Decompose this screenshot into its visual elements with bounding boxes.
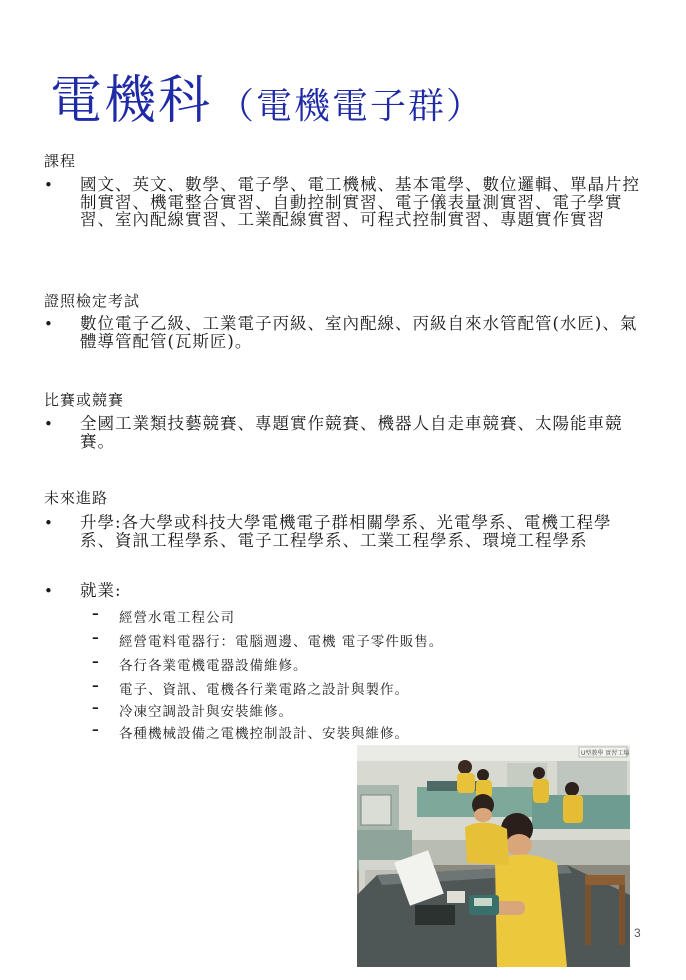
competitions-bullet-item bbox=[44, 415, 654, 450]
workshop-photo bbox=[357, 745, 630, 967]
dash-icon: – bbox=[92, 654, 100, 670]
page-number: 3 bbox=[634, 926, 641, 940]
courses-bullet-item bbox=[44, 176, 654, 229]
employment-item-text: 經營電料電器行：電腦週邊、電機 電子零件販售。 bbox=[119, 634, 444, 650]
dash-icon: – bbox=[92, 722, 100, 738]
employment-item-text: 各種機械設備之電機控制設計、安裝與維修。 bbox=[119, 726, 409, 742]
dash-icon: – bbox=[92, 630, 100, 646]
title-main: 電機科 bbox=[50, 71, 213, 131]
dash-icon: – bbox=[92, 606, 100, 622]
employment-item bbox=[92, 654, 308, 674]
dash-icon: – bbox=[92, 700, 100, 716]
courses-text: 國文、英文、數學、電子學、電工機械、基本電學、數位邏輯、單晶片控制實習、機電整合實習、自動控制實習、電子儀表量測實習、電子學實習、室內配線實習、工業配線實習、可程式控制實習、專題實作實習 bbox=[80, 175, 640, 229]
employment-item bbox=[92, 722, 409, 742]
employment-item-text: 電子、資訊、電機各行業電路之設計與製作。 bbox=[119, 682, 409, 698]
bullet-icon: • bbox=[44, 415, 53, 433]
title-subtitle: （電機電子群） bbox=[218, 86, 485, 127]
certificates-text: 數位電子乙級、工業電子丙級、室內配線、丙級自來水管配管(水匠)、氣體導管配管(瓦斯匠)。 bbox=[80, 314, 638, 351]
bullet-icon: • bbox=[44, 315, 53, 333]
workshop-photo-illustration bbox=[357, 745, 630, 967]
bullet-icon: • bbox=[44, 514, 53, 532]
bullet-icon: • bbox=[44, 176, 53, 194]
employment-item bbox=[92, 700, 293, 720]
employment-item-text: 冷凍空調設計與安裝維修。 bbox=[119, 704, 293, 720]
bullet-icon: • bbox=[44, 582, 53, 600]
employment-item-text: 各行各業電機電器設備維修。 bbox=[119, 658, 308, 674]
employment-bullet-item bbox=[44, 582, 654, 600]
employment-item bbox=[92, 630, 443, 650]
employment-item bbox=[92, 678, 409, 698]
further-study-text: 升學:各大學或科技大學電機電子群相關學系、光電學系、電機工程學系、資訊工程學系、電子工程學系、工業工程學系、環境工程學系 bbox=[80, 513, 612, 550]
employment-item bbox=[92, 606, 235, 626]
further-study-bullet-item bbox=[44, 514, 654, 549]
section-heading-courses: 課程 bbox=[44, 152, 77, 170]
section-heading-future: 未來進路 bbox=[44, 489, 109, 507]
section-heading-competitions: 比賽或競賽 bbox=[44, 391, 125, 409]
employment-item-text: 經營水電工程公司 bbox=[119, 610, 235, 626]
page-title bbox=[50, 58, 484, 133]
section-heading-certificates: 證照檢定考試 bbox=[44, 292, 141, 310]
certificates-bullet-item bbox=[44, 315, 654, 350]
competitions-text: 全國工業類技藝競賽、專題實作競賽、機器人自走車競賽、太陽能車競賽。 bbox=[80, 414, 623, 451]
dash-icon: – bbox=[92, 678, 100, 694]
workshop-sign-text: U型教學 實習工場 bbox=[581, 750, 630, 757]
employment-label: 就業: bbox=[80, 581, 122, 600]
